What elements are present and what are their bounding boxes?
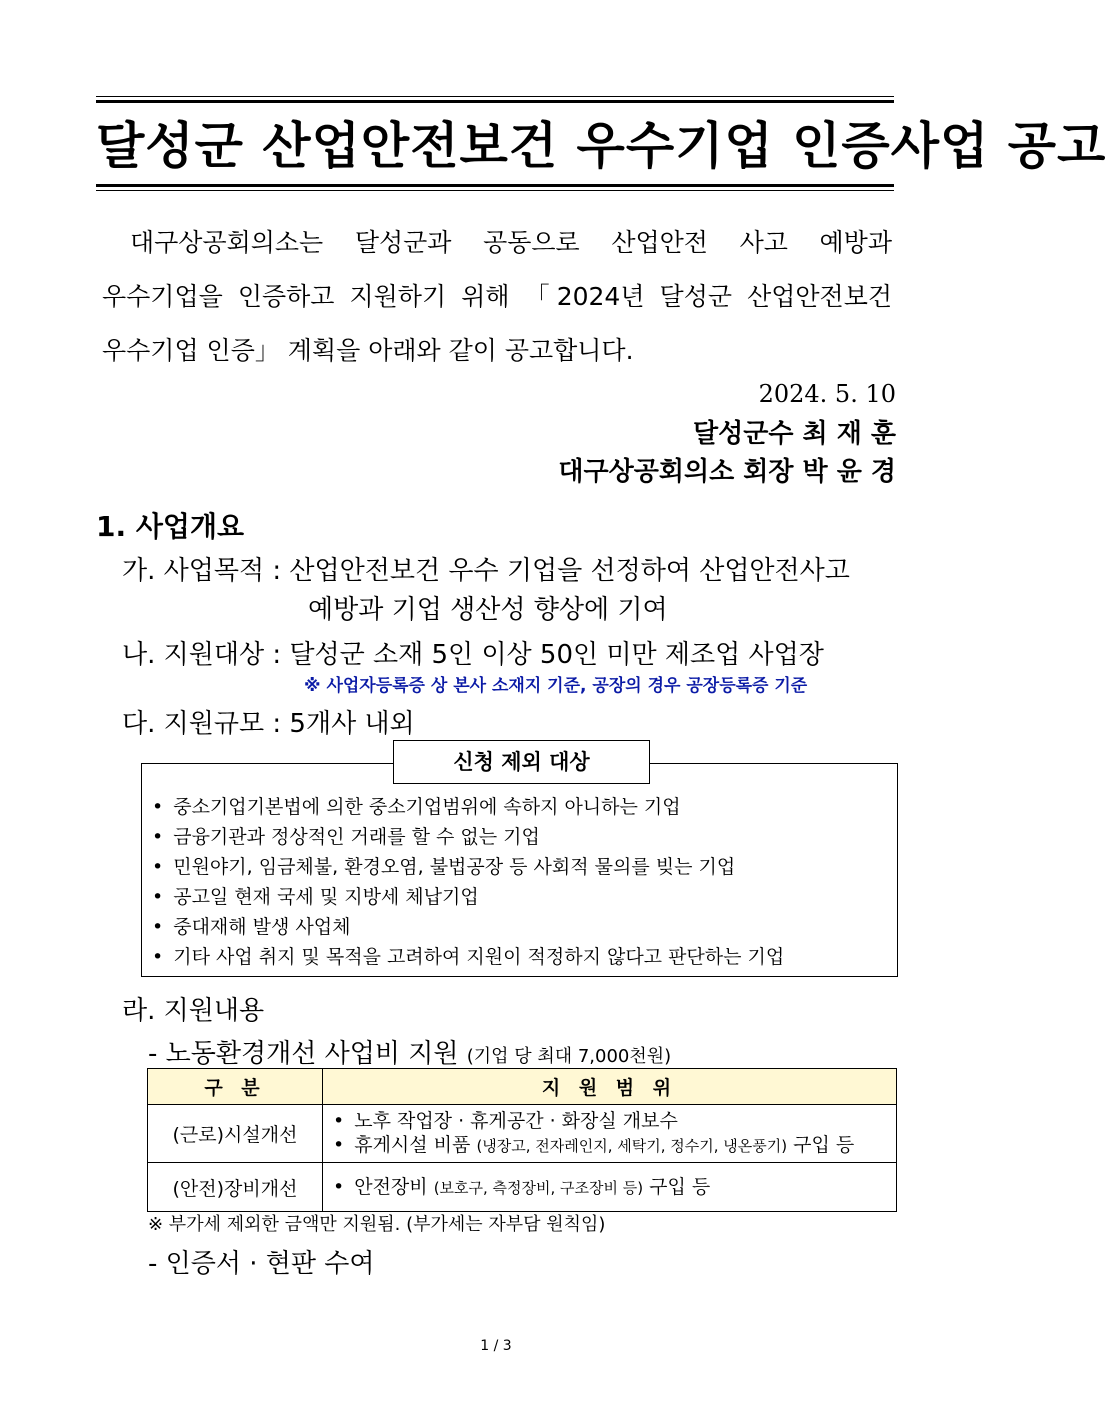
- scope-text: 구입 등: [793, 1134, 855, 1156]
- scope-line: [333, 1175, 886, 1200]
- purpose-text-continued: 예방과 기업 생산성 향상에 기여: [308, 595, 668, 625]
- table-row: [148, 1163, 897, 1212]
- target-item: [122, 634, 824, 671]
- title-rule-top-thin: [96, 96, 894, 97]
- target-text: 달성군 소재 5인 이상 50인 미만 제조업 사업장: [289, 640, 824, 670]
- scope-line: [333, 1133, 886, 1158]
- support-table: [147, 1068, 897, 1212]
- exclusion-box: [141, 763, 898, 977]
- subsidy-note: (기업 당 최대 7,000천원): [466, 1046, 672, 1067]
- target-label: 나. 지원대상 :: [122, 640, 282, 670]
- list-item: • 중소기업기본법에 의한 중소기업범위에 속하지 아니하는 기업: [152, 792, 784, 822]
- intro-paragraph: [102, 216, 892, 378]
- table-cell-category: (안전)장비개선: [148, 1163, 323, 1212]
- page-title: 달성군 산업안전보건 우수기업 인증사업 공고: [96, 117, 1106, 175]
- vat-footnote: ※ 부가세 제외한 금액만 지원됨. (부가세는 자부담 원칙임): [148, 1214, 606, 1235]
- table-header: 구 분: [148, 1069, 323, 1105]
- section-heading: 1. 사업개요: [96, 510, 245, 543]
- signatory-chamber: 대구상공회의소 회장 박 윤 경: [558, 457, 896, 487]
- purpose-text: 산업안전보건 우수 기업을 선정하여 산업안전사고: [289, 556, 850, 586]
- page-number: 1 / 3: [480, 1338, 512, 1354]
- list-item: • 중대재해 발생 사업체: [152, 912, 784, 942]
- intro-line: 우수기업을 인증하고 지원하기 위해 「2024년 달성군 산업안전보건: [102, 282, 892, 311]
- scope-line: • 노후 작업장 · 휴게공간 · 화장실 개보수: [333, 1109, 886, 1133]
- intro-line: 우수기업 인증」 계획을 아래와 같이 공고합니다.: [102, 336, 634, 365]
- scope-text: 구입 등: [649, 1175, 711, 1198]
- certificate-line: - 인증서 · 현판 수여: [148, 1249, 375, 1279]
- title-rule-bottom-thin: [96, 190, 894, 191]
- scale-label: 다. 지원규모 :: [122, 709, 282, 739]
- scope-detail: (보호구, 측정장비, 구조장비 등): [433, 1178, 644, 1197]
- intro-line: 대구상공회의소는 달성군과 공동으로 산업안전 사고 예방과: [130, 228, 892, 257]
- list-item: • 공고일 현재 국세 및 지방세 체납기업: [152, 882, 784, 912]
- target-note: ※ 사업자등록증 상 본사 소재지 기준, 공장의 경우 공장등록증 기준: [304, 676, 808, 696]
- table-cell-category: (근로)시설개선: [148, 1105, 323, 1163]
- purpose-item: [122, 550, 850, 587]
- purpose-label: 가. 사업목적 :: [122, 556, 282, 586]
- table-header: 지 원 범 위: [323, 1069, 897, 1105]
- subsidy-label: - 노동환경개선 사업비 지원: [148, 1039, 459, 1069]
- scope-text: 안전장비: [354, 1175, 428, 1198]
- subsidy-line: [148, 1033, 671, 1070]
- scope-text: 휴게시설 비품: [354, 1134, 471, 1156]
- table-row: [148, 1105, 897, 1163]
- title-rule-top-thick: [96, 100, 894, 103]
- list-item: • 금융기관과 정상적인 거래를 할 수 없는 기업: [152, 822, 784, 852]
- exclusion-list: [152, 792, 784, 972]
- scale-text: 5개사 내외: [289, 709, 415, 739]
- list-item: • 민원야기, 임금체불, 환경오염, 불법공장 등 사회적 물의를 빚는 기업: [152, 852, 784, 882]
- table-cell-scope: [323, 1163, 897, 1212]
- content-label: 라. 지원내용: [122, 996, 265, 1026]
- list-item: • 기타 사업 취지 및 목적을 고려하여 지원이 적정하지 않다고 판단하는 기업: [152, 942, 784, 972]
- title-rule-bottom-thick: [96, 184, 894, 187]
- announcement-date: 2024. 5. 10: [758, 380, 896, 408]
- scale-item: [122, 703, 415, 740]
- table-cell-scope: [323, 1105, 897, 1163]
- scope-detail: (냉장고, 전자레인지, 세탁기, 정수기, 냉온풍기): [476, 1137, 788, 1155]
- exclusion-box-title: 신청 제외 대상: [393, 740, 650, 784]
- signatory-governor: 달성군수 최 재 훈: [693, 419, 896, 449]
- table-header-row: [148, 1069, 897, 1105]
